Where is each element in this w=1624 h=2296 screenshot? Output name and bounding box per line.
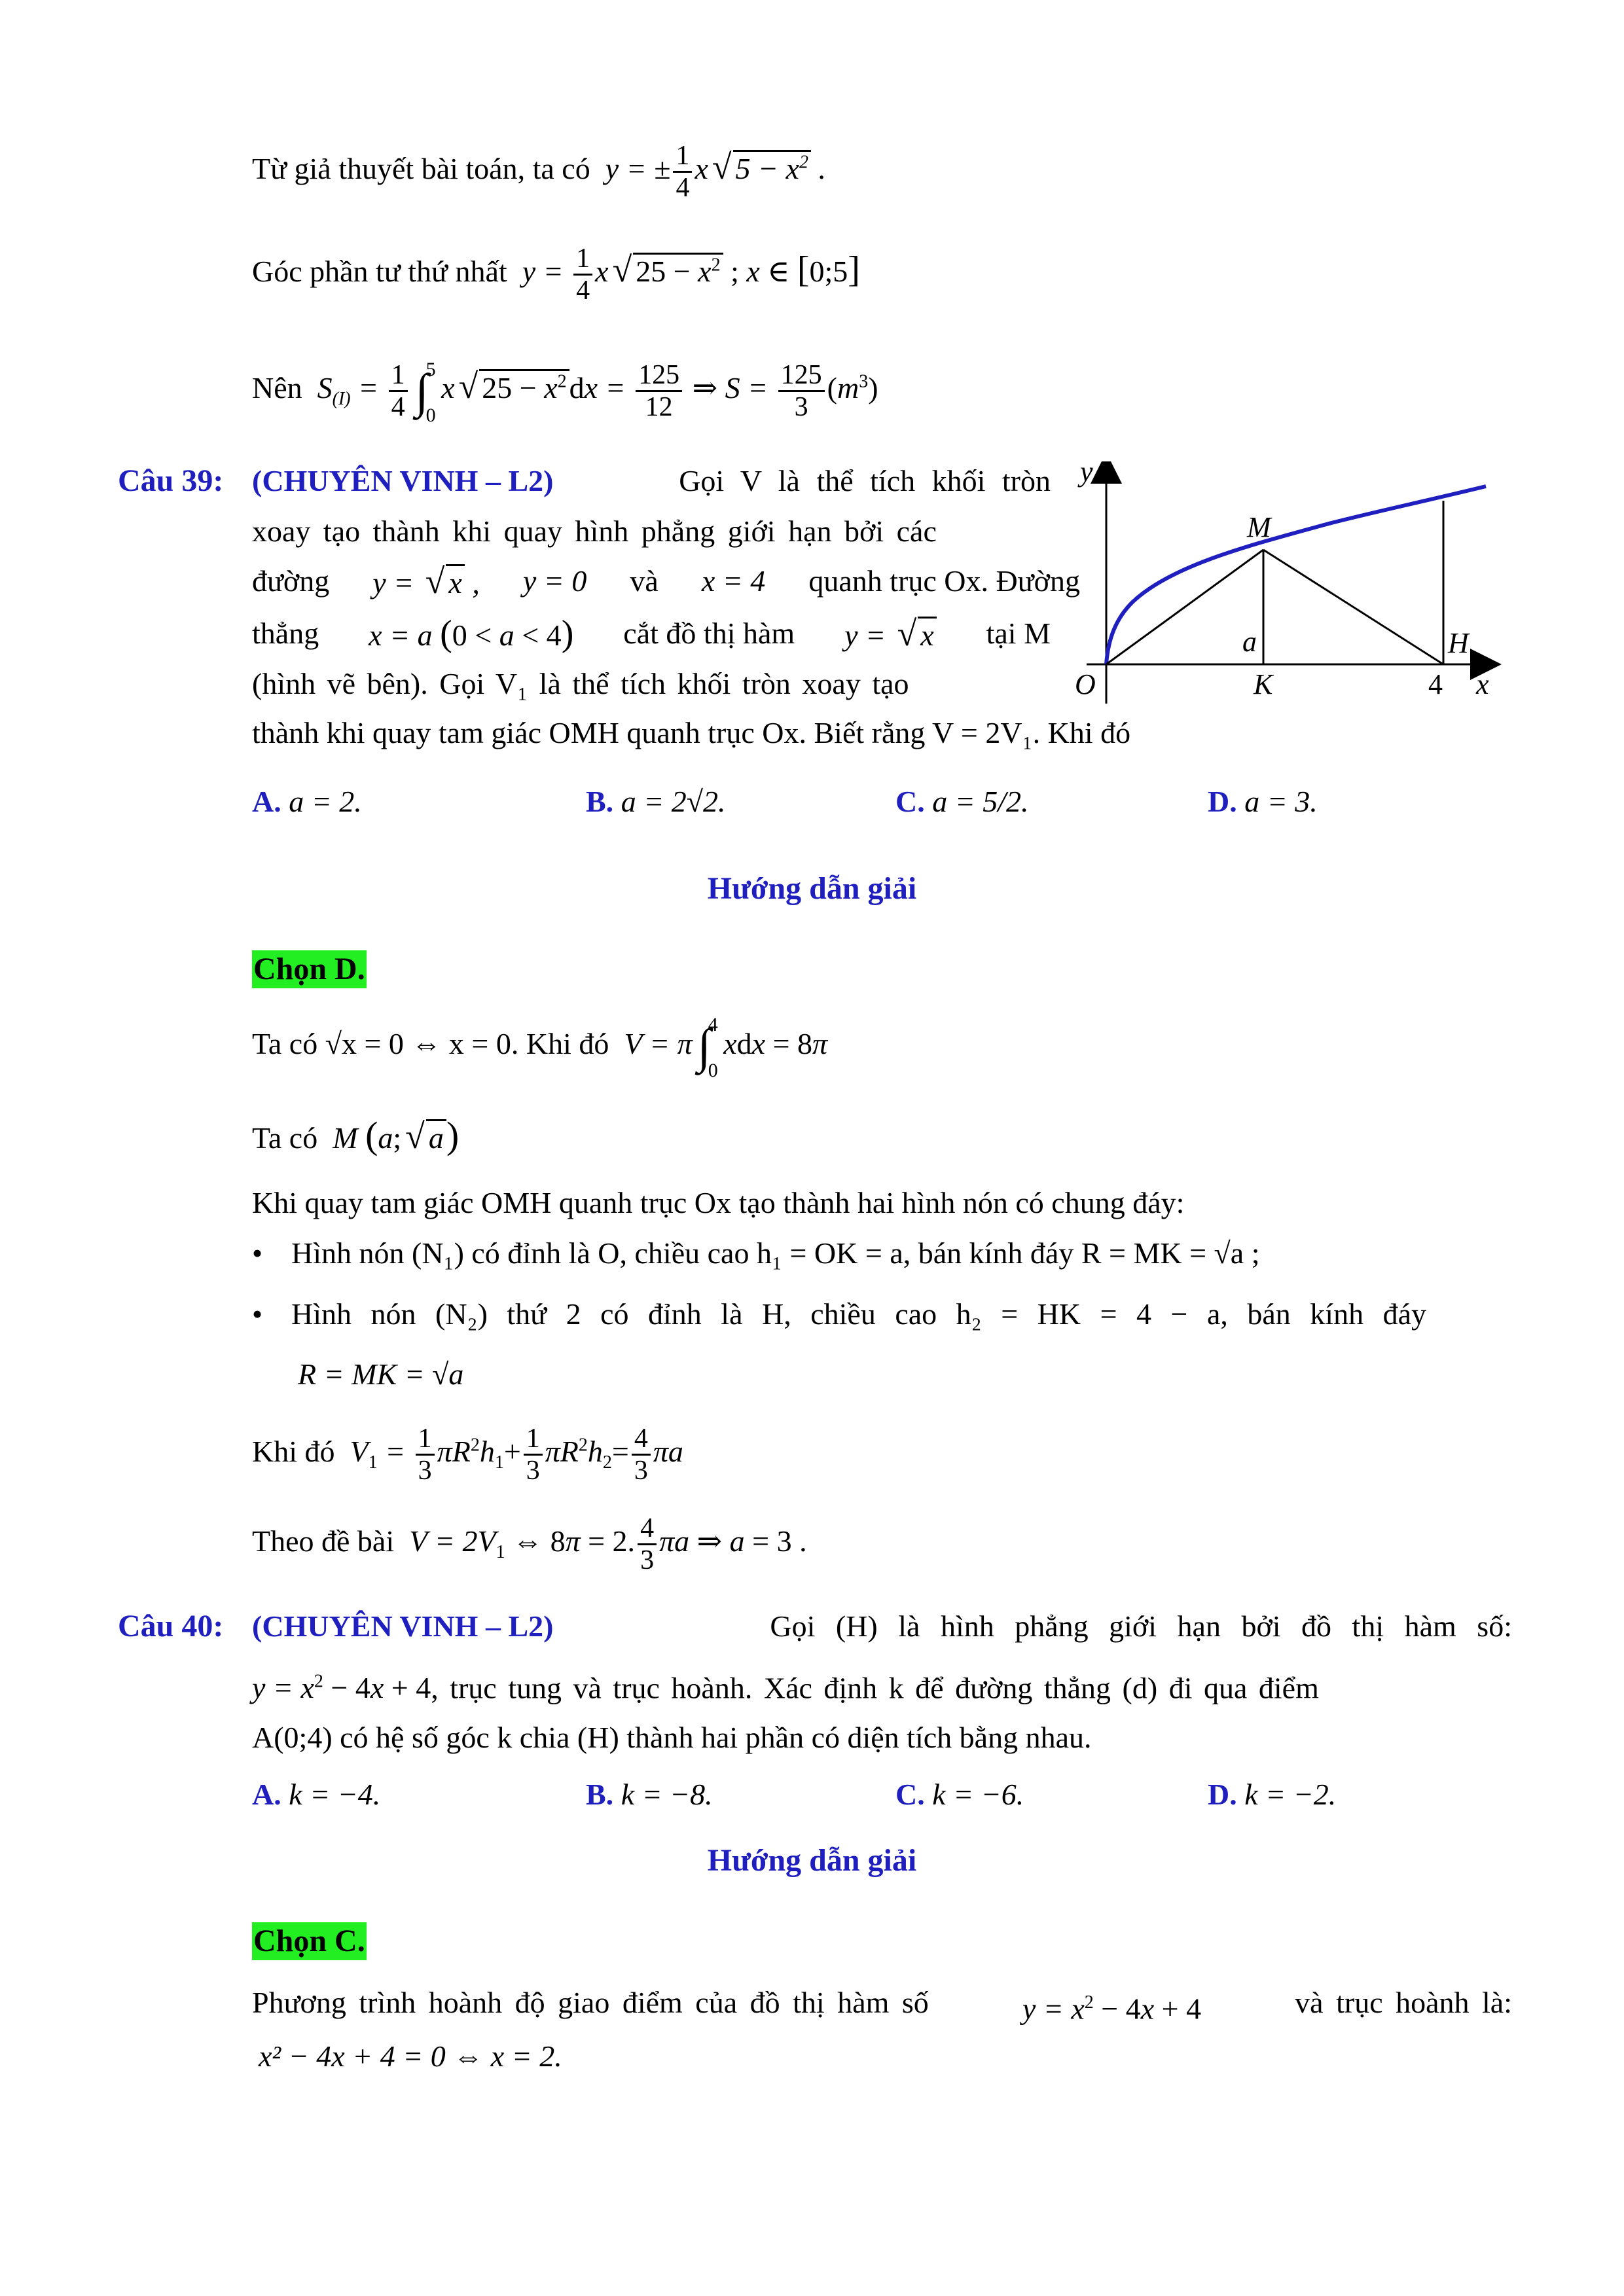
q39-solution-4: Hình nón (N₁) có đỉnh là O, chiều cao h₁ = OK = a, bán kính đáy R = MK = √a ; [291,1236,1260,1270]
q40-option-d[interactable]: D. k = −2. [1208,1778,1337,1811]
label-a: a [1242,626,1257,658]
q39-guide-heading: Hướng dẫn giải [707,871,917,906]
q39-line-4-c: tại M [986,617,1051,650]
label-k: K [1254,668,1273,700]
q39-label: Câu 39: [118,463,224,498]
top-line-3 [252,358,878,426]
formula-v1: $V_1$ = $\frac{1}{3}$ $\pi R^2h_1+$ $\frac{1}{3}$ $\pi R^2h_2=$ $\frac{4}{3}$ πa [342,1424,683,1486]
q39-solution-8: Theo đề bài $V = 2V_1$ ⇔ 8π = 2. $\frac{4}{3}$ πa ⇒ a = 3 . [252,1513,807,1575]
top-line-3-text: Nên [252,371,302,405]
label-y: y [1080,461,1093,488]
formula-x-a: x = a (0 < a < 4) [369,613,574,654]
formula-x4: x = 4 [701,564,766,598]
q40-label: Câu 40: [118,1609,224,1643]
q39-line-1 [252,461,1051,501]
q39-option-d[interactable]: D. a = 3. [1208,785,1318,818]
formula-parabola-2: $y = x^2 - 4x + 4$ [1022,1992,1202,2026]
q39-source: (CHUYÊN VINH – L2) [252,464,554,497]
q39-line-3-c: quanh trục Ox. Đường [808,564,1080,598]
top-line-2 [252,243,860,306]
formula-1: y = ± $\frac{1}{4}$ x √ $5 - x^2$ . [598,141,826,203]
bullet-1: • [252,1236,263,1270]
q40-source: (CHUYÊN VINH – L2) [252,1609,554,1643]
formula-v: V = π ∫ 4 0 xdx = 8π [616,1014,828,1082]
q39-solution-1: Ta có √x = 0 ⇔ x = 0. Khi đó V = π ∫ 4 0 xdx = 8π [252,1014,828,1082]
q40-option-c[interactable]: C. k = −6. [895,1778,1024,1811]
formula-sqrt-x: y = √ x , [372,562,480,601]
q39-solution-3: Khi quay tam giác OMH quanh trục Ox tạo thành hai hình nón có chung đáy: [252,1186,1185,1219]
formula-point-m: M (a; √ a) [325,1114,460,1157]
q39-line-4-b: cắt đồ thị hàm [623,617,795,650]
q40-solution-1: Phương trình hoành độ giao điểm của đồ thị hàm số $y = x^2 - 4x + 4$ và trục hoành là: [252,1983,1512,2028]
q39-line-5: (hình vẽ bên). Gọi V₁ là thể tích khối tròn xoay tạo [252,667,909,700]
q39-line-3-a: đường [252,564,330,598]
label-m: M [1247,511,1271,543]
formula-sqrt-x-2: y = √ x [844,614,937,655]
q39-solution-7: Khi đó $V_1$ = $\frac{1}{3}$ $\pi R^2h_1+$ $\frac{1}{3}$ $\pi R^2h_2=$ $\frac{4}{3}$ πa [252,1424,683,1486]
q40-option-b[interactable]: B. k = −8. [586,1778,713,1811]
q40-line-2: $y = x^2 - 4x + 4$, trục tung và trục hoành. Xác định k để đường thẳng (d) đi qua điểm [252,1671,1319,1705]
q40-solution-2: x² − 4x + 4 = 0 ⇔ x = 2. [259,2039,562,2073]
top-line-2-text: Góc phần tư thứ nhất [252,255,507,289]
q40-line-3: A(0;4) có hệ số góc k chia (H) thành hai phần có diện tích bằng nhau. [252,1721,1092,1754]
q39-line-4 [252,614,1051,655]
q39-solution-6: R = MK = √a [298,1357,464,1391]
q39-solution-5: Hình nón (N₂) thứ 2 có đỉnh là H, chiều cao h₂ = HK = 4 − a, bán kính đáy [291,1297,1427,1331]
q40-guide-heading: Hướng dẫn giải [707,1843,917,1878]
q39-line-4-a: thẳng [252,617,319,650]
q39-option-a[interactable]: A. a = 2. [252,785,362,818]
q39-option-c[interactable]: C. a = 5/2. [895,785,1029,818]
segment-mh [1263,550,1443,664]
q40-chosen-answer: Chọn C. [252,1922,367,1960]
q39-figure [1067,461,1512,717]
label-h: H [1448,627,1469,659]
top-line-1 [252,141,826,203]
bullet-2: • [252,1297,263,1331]
sqrt-curve [1106,486,1486,664]
formula-parabola: $y = x^2 - 4x + 4$ [252,1671,431,1705]
q40-line-1-text: Gọi (H) là hình phẳng giới hạn bởi đồ thị hàm số: [770,1609,1512,1643]
q39-line-3 [252,562,1080,603]
q39-option-b[interactable]: B. a = 2√2. [586,785,726,818]
q39-solution-2: Ta có M (a; √ a) [252,1114,460,1157]
label-4: 4 [1428,668,1443,700]
q39-line-2: xoay tạo thành khi quay hình phẳng giới hạn bởi các [252,514,937,548]
top-line-1-text: Từ giả thuyết bài toán, ta có [252,152,590,186]
formula-2: y = $\frac{1}{4}$ x √ $25 - x^2$ ; x ∈ [0;5] [514,243,860,306]
q39-line-3-b: và [630,564,659,598]
q39-line-6: thành khi quay tam giác OMH quanh trục Ox. Biết rằng V = 2V₁. Khi đó [252,716,1131,749]
q39-line-1-text: Gọi V là thể tích khối tròn [679,464,1051,497]
q40-line-1 [252,1607,1512,1646]
formula-y0: y = 0 [522,564,587,598]
formula-3: $S_{(I)}$ = $\frac{1}{4}$ ∫ 5 0 x √ $25 - x^2dx$ = $\frac{125}{12}$ ⇒ S = $\frac{125}{3}$ $(m^3)$ [310,358,878,426]
formula-final: $V = 2V_1$ ⇔ 8π = 2. $\frac{4}{3}$ πa ⇒ a = 3 . [401,1513,807,1575]
label-x: x [1476,668,1489,700]
label-o: O [1075,668,1096,700]
q39-chosen-answer: Chọn D. [252,950,367,988]
q40-option-a[interactable]: A. k = −4. [252,1778,381,1811]
